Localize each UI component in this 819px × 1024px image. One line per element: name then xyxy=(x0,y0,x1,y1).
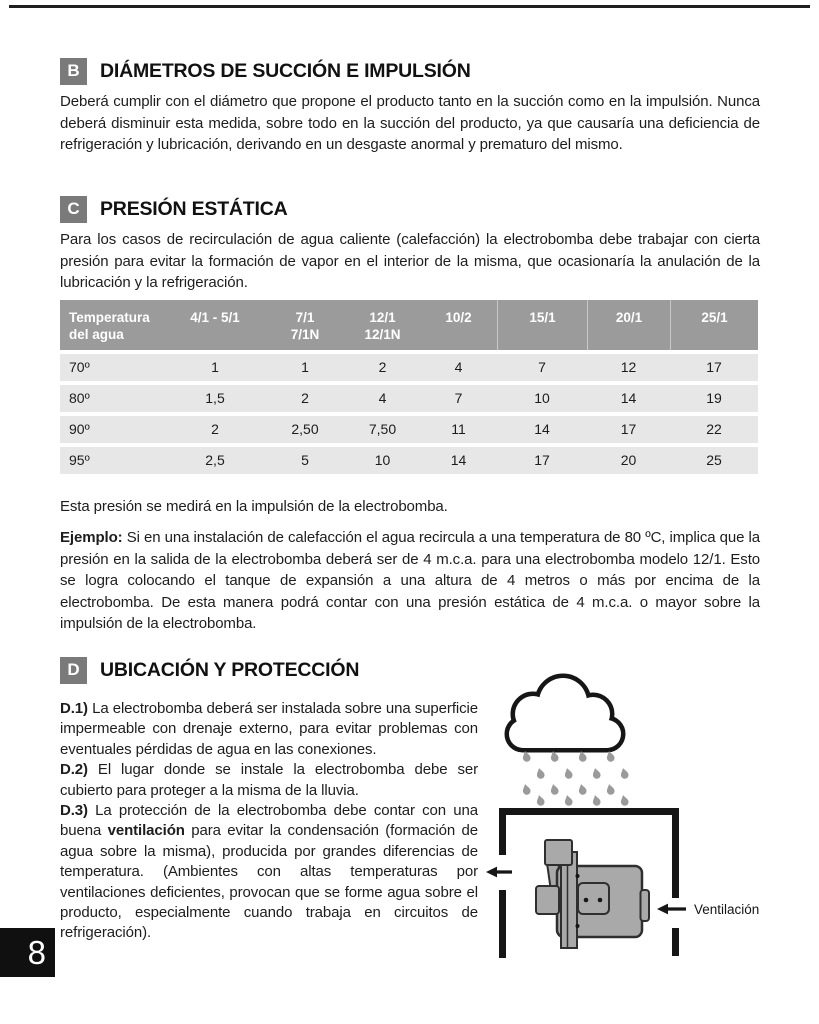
section-b-paragraph: Deberá cumplir con el diámetro que propone el producto tanto en la succión como en la impulsión. Nunca deberá disminuir esta medida, sobre todo en la succión del producto, ya que causaría una deficiencia de refrigeración y lubricación, derivando en un desgaste anormal y prematuro del mismo. xyxy=(60,93,760,154)
section-d-badge: D xyxy=(60,657,87,684)
section-b-badge: B xyxy=(60,58,87,85)
section-d-heading xyxy=(60,656,359,684)
table-cell: 17 xyxy=(620,421,637,437)
table-cell: 2 xyxy=(211,421,219,437)
section-c-heading xyxy=(60,195,288,223)
page-number-badge: 8 xyxy=(0,928,55,977)
ventilation-label: Ventilación xyxy=(694,902,760,917)
d3-paragraph: D.3) La protección de la electrobomba debe contar con una buena ventilación para evitar la condensación (formación de agua sobre la misma), producida por grandes diferencias de temperatura. (Ambientes con altas temperaturas por ventilaciones deficientes, provocan que se forme agua sobre el producto, especialmente cuando trabaja en circuitos de refrigeración). xyxy=(60,802,478,942)
table-header-cell: 20/1 xyxy=(587,300,670,350)
table-cell: 20 xyxy=(620,452,637,468)
table-cell: 14 xyxy=(450,452,467,468)
table-cell: 1 xyxy=(211,359,219,375)
table-row xyxy=(60,354,758,381)
table-cell: 1,5 xyxy=(205,390,225,406)
d2-paragraph: D.2) El lugar donde se instale la electrobomba debe ser cubierto para proteger a la misma de la lluvia. xyxy=(60,761,478,799)
table-cell: 19 xyxy=(706,390,722,406)
table-cell: 5 xyxy=(301,452,309,468)
section-c-badge: C xyxy=(60,196,87,223)
table-cell: 80º xyxy=(69,390,90,406)
table-cell: 25 xyxy=(706,452,722,468)
table-cell: 2,50 xyxy=(291,421,319,437)
table-header-cell: 10/2 xyxy=(445,310,472,325)
table-cell: 7 xyxy=(538,359,546,375)
table-cell: 95º xyxy=(69,452,90,468)
table-cell: 12 xyxy=(620,359,637,375)
table-cell: 90º xyxy=(69,421,90,437)
table-cell: 22 xyxy=(706,421,722,437)
table-header-cell: 12/1 12/1N xyxy=(364,310,401,342)
table-header-cell: 7/1 7/1N xyxy=(290,310,320,342)
after-table-note: Esta presión se medirá en la impulsión de la electrobomba. xyxy=(60,498,448,515)
section-d-title: UBICACIÓN Y PROTECCIÓN xyxy=(100,658,360,681)
table-cell: 7 xyxy=(454,390,463,406)
table-header-row xyxy=(60,300,758,350)
table-cell: 2 xyxy=(301,390,309,406)
section-c-paragraph: Para los casos de recirculación de agua caliente (calefacción) la electrobomba debe trabajar con cierta presión para evitar la formación de vapor en el interior de la misma, que ocasionaría la anulación de la lubricación y la refrigeración. xyxy=(60,231,760,292)
pump-illustration xyxy=(536,840,649,948)
section-b-title: DIÁMETROS DE SUCCIÓN E IMPULSIÓN xyxy=(100,59,471,82)
table-cell: 70º xyxy=(69,359,90,375)
table-header-cell: Temperatura del agua xyxy=(69,310,150,342)
pressure-table xyxy=(60,300,758,474)
table-cell: 14 xyxy=(620,390,637,406)
top-rule xyxy=(9,5,810,8)
table-cell: 4 xyxy=(454,359,463,375)
table-cell: 7,50 xyxy=(368,421,397,437)
ventilation-arrow-icon xyxy=(657,904,686,915)
table-cell: 4 xyxy=(378,390,387,406)
d1-paragraph: D.1) La electrobomba deberá ser instalada sobre una superficie impermeable con drenaje externo, para evitar problemas con eventuales pérdidas de agua en las conexiones. xyxy=(60,700,478,758)
table-cell: 10 xyxy=(534,390,550,406)
table-cell: 17 xyxy=(706,359,722,375)
table-row xyxy=(60,385,758,412)
table-cell: 1 xyxy=(301,359,309,375)
table-row xyxy=(60,416,758,443)
rain-drops-icon xyxy=(521,750,629,807)
table-header-cell: 25/1 xyxy=(670,300,758,350)
cloud-icon xyxy=(509,678,621,748)
table-row xyxy=(60,447,758,474)
table-cell: 10 xyxy=(374,452,391,468)
protection-illustration xyxy=(481,664,783,966)
section-c-title: PRESIÓN ESTÁTICA xyxy=(100,197,288,220)
table-header-cell: 4/1 - 5/1 xyxy=(190,310,240,325)
table-cell: 2,5 xyxy=(205,452,225,468)
example-paragraph: Ejemplo: Si en una instalación de calefacción el agua recircula a una temperatura de 80 ºC, implica que la presión en la salida de la electrobomba deberá ser de 4 m.c.a. para una electrobomba modelo 12/1. Esto se logra colocando el tanque de expansión a una altura de 4 metros o más por encima de la electrobomba. De esta manera podrá contar con una presión estática de 4 m.c.a. o mayor sobre la impulsión de la electrobomba. xyxy=(60,529,760,633)
table-header-cell: 15/1 xyxy=(497,300,587,350)
table-cell: 14 xyxy=(534,421,550,437)
airflow-arrow-left-icon xyxy=(486,867,512,878)
section-b-heading xyxy=(60,57,471,85)
table-cell: 11 xyxy=(451,421,466,437)
section-d-text-column xyxy=(60,699,478,944)
table-cell: 17 xyxy=(534,452,550,468)
table-cell: 2 xyxy=(378,359,387,375)
